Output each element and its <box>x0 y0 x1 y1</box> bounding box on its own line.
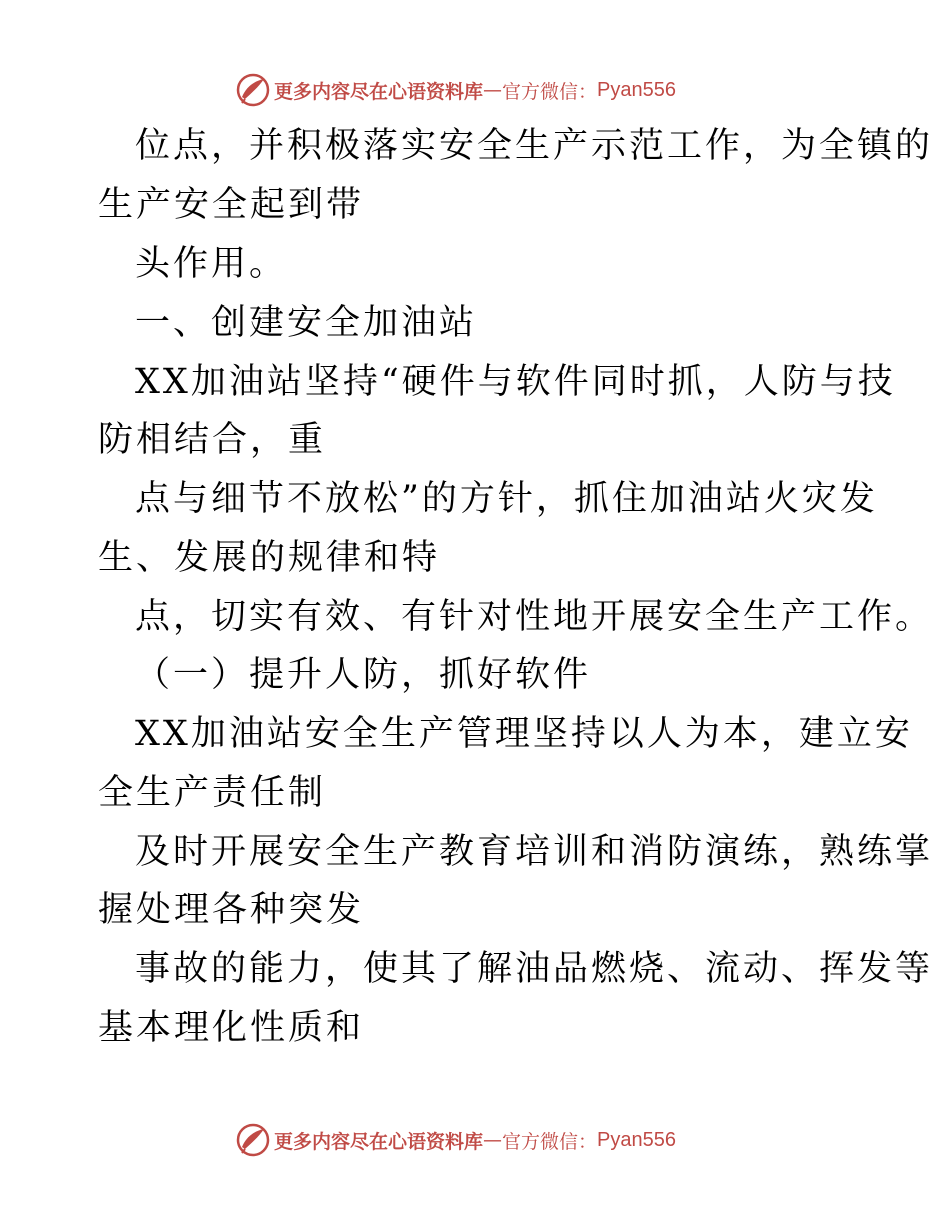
subsection-heading: （一）提升人防，抓好软件 <box>135 655 592 695</box>
paragraph-line: 点与细节不放松”的方针，抓住加油站火灾发 <box>135 479 878 519</box>
paragraph-line: 生、发展的规律和特 <box>98 538 441 578</box>
banner-wechat-label: 官方微信： <box>502 80 598 103</box>
banner-separator: — <box>483 79 503 101</box>
paragraph-line: 全生产责任制 <box>98 773 327 813</box>
banner-brand: 更多内容尽在心语资料库 <box>274 1130 484 1153</box>
header-banner <box>236 72 676 108</box>
pen-logo-icon <box>236 1123 270 1157</box>
paragraph-line: 点，切实有效、有针对性地开展安全生产工作。 <box>135 597 934 637</box>
paragraph-line: 握处理各种突发 <box>98 890 365 930</box>
banner-wechat-id: Pyan556 <box>597 1128 676 1151</box>
banner-brand: 更多内容尽在心语资料库 <box>274 80 484 103</box>
footer-banner <box>236 1122 676 1158</box>
paragraph-line: 位点，并积极落实安全生产示范工作，为全镇的 <box>135 126 934 166</box>
paragraph-line: XX加油站安全生产管理坚持以人为本，建立安 <box>135 714 913 754</box>
paragraph-line: XX加油站坚持“硬件与软件同时抓，人防与技 <box>135 362 896 402</box>
paragraph-line: 事故的能力，使其了解油品燃烧、流动、挥发等 <box>135 949 934 989</box>
pen-logo-icon <box>236 73 270 107</box>
paragraph-line: 生产安全起到带 <box>98 185 365 225</box>
paragraph-line: 头作用。 <box>135 244 288 284</box>
paragraph-line: 及时开展安全生产教育培训和消防演练，熟练掌 <box>135 832 934 872</box>
banner-wechat-label: 官方微信： <box>502 1130 598 1153</box>
paragraph-line: 防相结合，重 <box>98 420 327 460</box>
banner-wechat-id: Pyan556 <box>597 78 676 101</box>
section-heading: 一、创建安全加油站 <box>135 303 478 343</box>
banner-separator: — <box>483 1129 503 1151</box>
paragraph-line: 基本理化性质和 <box>98 1008 365 1048</box>
